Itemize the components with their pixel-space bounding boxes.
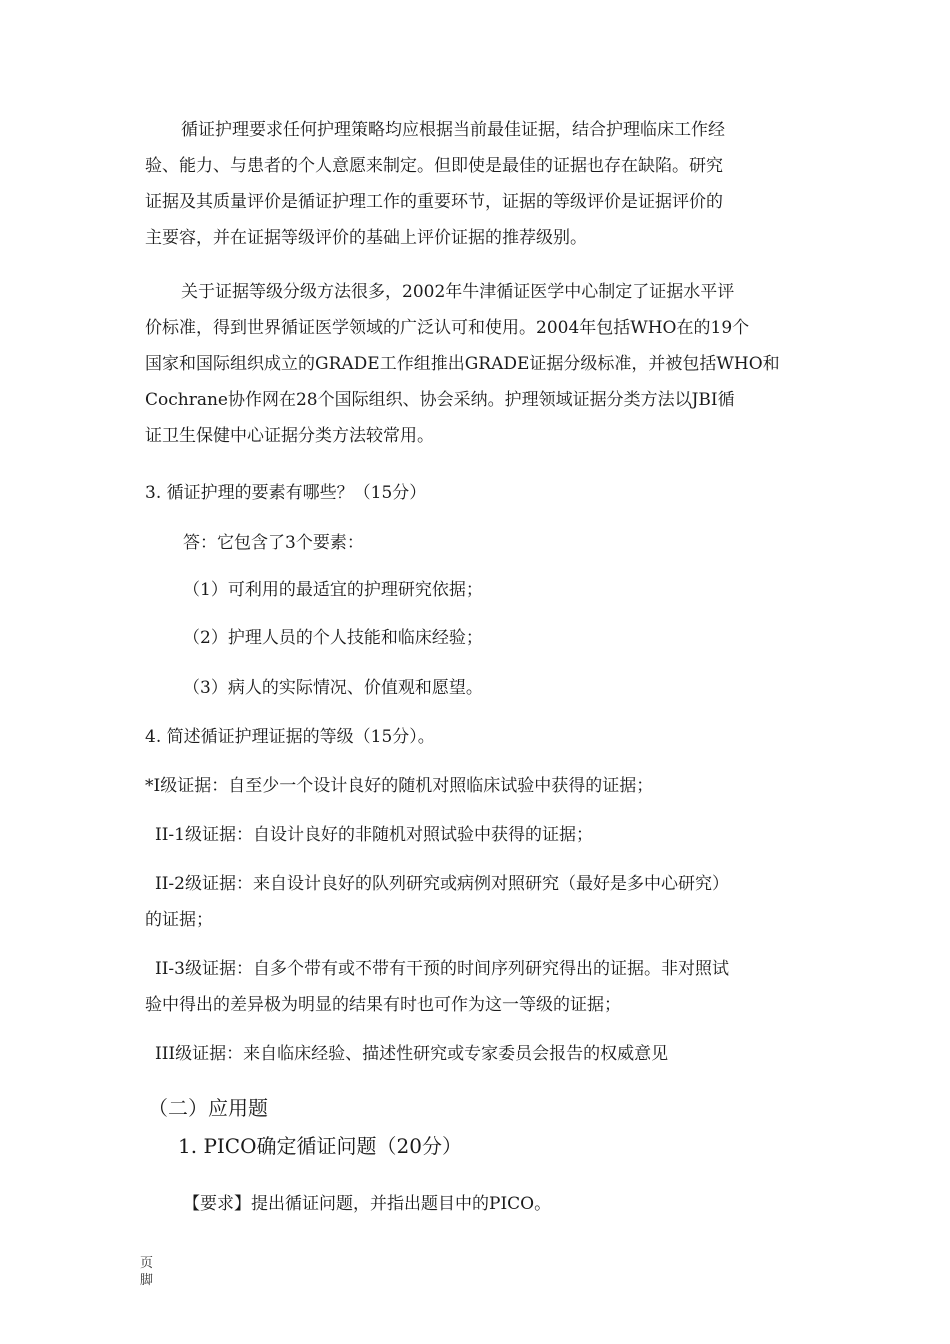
evidence-level-1: *I级证据：自至少一个设计良好的随机对照临床试验中获得的证据； [145, 776, 654, 796]
evidence-level-2-2-cont: 的证据； [145, 910, 213, 930]
element-item: （3）病人的实际情况、价值观和愿望。 [183, 678, 483, 698]
evidence-level-3: III级证据：来自临床经验、描述性研究或专家委员会报告的权威意见 [155, 1044, 669, 1064]
evidence-level-2-3-cont: 验中得出的差异极为明显的结果有时也可作为这一等级的证据； [145, 995, 621, 1015]
evidence-level-2-2: II-2级证据：来自设计良好的队列研究或病例对照研究（最好是多中心研究） [155, 874, 729, 894]
text-line: 国家和国际组织成立的GRADE工作组推出GRADE证据分级标准，并被包括WHO和 [145, 354, 780, 374]
section-application-heading: （二）应用题 [148, 1096, 268, 1120]
text-line: Cochrane协作网在28个国际组织、协会采纳。护理领域证据分类方法以JBI循 [145, 390, 735, 410]
footer-char: 脚 [140, 1273, 154, 1288]
text-line: 循证护理要求任何护理策略均应根据当前最佳证据，结合护理临床工作经 [181, 120, 725, 140]
question-4: 4. 简述循证护理证据的等级（15分）。 [145, 727, 435, 747]
text-line: 证据及其质量评价是循证护理工作的重要环节，证据的等级评价是证据评价的 [145, 192, 723, 212]
application-question-1: 1. PICO确定循证问题（20分） [178, 1134, 462, 1158]
footer-char: 页 [140, 1256, 154, 1271]
evidence-level-2-1: II-1级证据：自设计良好的非随机对照试验中获得的证据； [155, 825, 593, 845]
answer-intro: 答：它包含了3个要素： [183, 533, 364, 553]
requirement-text: 【要求】提出循证问题，并指出题目中的PICO。 [183, 1194, 552, 1214]
paragraph-grading-methods [145, 274, 815, 454]
element-item: （1）可利用的最适宜的护理研究依据； [183, 580, 483, 600]
text-line: 主要容，并在证据等级评价的基础上评价证据的推荐级别。 [145, 228, 587, 248]
page-footer [140, 1255, 153, 1289]
evidence-level-2-3: II-3级证据：自多个带有或不带有干预的时间序列研究得出的证据。非对照试 [155, 959, 729, 979]
text-line: 验、能力、与患者的个人意愿来制定。但即使是最佳的证据也存在缺陷。研究 [145, 156, 723, 176]
text-line: 关于证据等级分级方法很多，2002年牛津循证医学中心制定了证据水平评 [181, 282, 735, 302]
element-item: （2）护理人员的个人技能和临床经验； [183, 628, 483, 648]
question-3: 3. 循证护理的要素有哪些？（15分） [145, 483, 427, 503]
paragraph-evidence-intro [145, 112, 815, 256]
text-line: 价标准，得到世界循证医学领域的广泛认可和使用。2004年包括WHO在的19个 [145, 318, 750, 338]
text-line: 证卫生保健中心证据分类方法较常用。 [145, 426, 434, 446]
